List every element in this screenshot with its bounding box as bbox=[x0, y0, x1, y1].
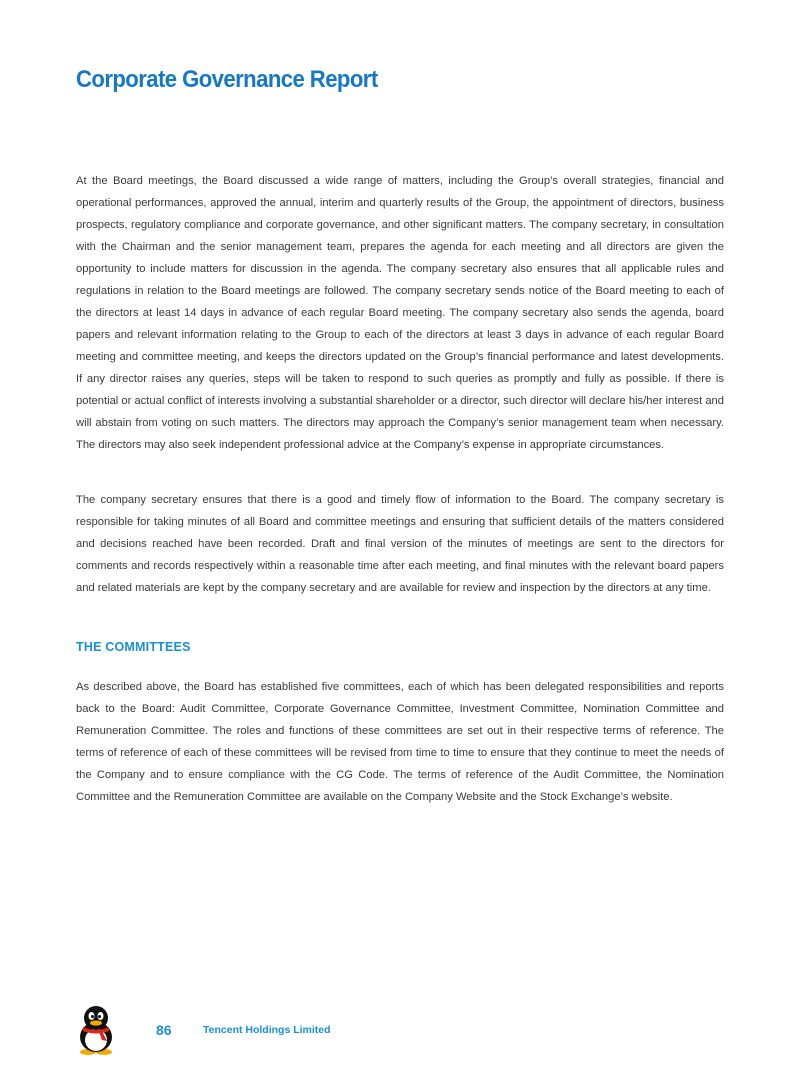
page-number: 86 bbox=[156, 1022, 172, 1038]
body-paragraph-board-meetings: At the Board meetings, the Board discussed a wide range of matters, including the Group’s overall strategies, financial and operational performances, approved the annual, interim and quarterly results of the Group, the appointment of directors, business prospects, regulatory compliance and corporate governance, and other significant matters. The company secretary, in consultation with the Chairman and the senior management team, prepares the agenda for each meeting and all directors are given the opportunity to include matters for discussion in the agenda. The company secretary also ensures that all applicable rules and regulations in relation to the Board meetings are followed. The company secretary sends notice of the Board meeting to each of the directors at least 14 days in advance of each regular Board meeting. The company secretary also sends the agenda, board papers and relevant information relating to the Group to each of the directors at least 3 days in advance of each regular Board meeting and committee meeting, and keeps the directors updated on the Group’s financial performance and latest developments. If any director raises any queries, steps will be taken to respond to such queries as promptly and fully as possible. If there is potential or actual conflict of interests involving a substantial shareholder or a director, such director will declare his/her interest and will abstain from voting on such matters. The directors may approach the Company’s senior management team when necessary. The directors may also seek independent professional advice at the Company’s expense in appropriate circumstances. bbox=[76, 175, 724, 451]
page-title: Corporate Governance Report bbox=[76, 66, 378, 93]
body-paragraph-information-flow: The company secretary ensures that there is a good and timely flow of information to the Board. The company secretary is responsible for taking minutes of all Board and committee meetings and ensuring that sufficient details of the matters considered and decisions reached have been recorded. Draft and final version of the minutes of meetings are sent to the directors for comments and records respectively within a reasonable time after each meeting, and final minutes with the relevant board papers and related materials are kept by the company secretary and are available for review and inspection by the directors at any time. bbox=[76, 494, 724, 594]
body-paragraph-committees: As described above, the Board has established five committees, each of which has been delegated responsibilities and reports back to the Board: Audit Committee, Corporate Governance Committee, Investment Committee, Nomination Committee and Remuneration Committee. The roles and functions of these committees are set out in their respective terms of reference. The terms of reference of each of these committees will be revised from time to time to ensure that they continue to meet the needs of the Company and to ensure compliance with the CG Code. The terms of reference of the Audit Committee, the Nomination Committee and the Remuneration Committee are available on the Company Website and the Stock Exchange’s website. bbox=[76, 681, 724, 803]
company-name: Tencent Holdings Limited bbox=[203, 1024, 331, 1036]
penguin-mascot-icon bbox=[76, 1005, 116, 1055]
section-heading-committees: THE COMMITTEES bbox=[76, 640, 191, 654]
